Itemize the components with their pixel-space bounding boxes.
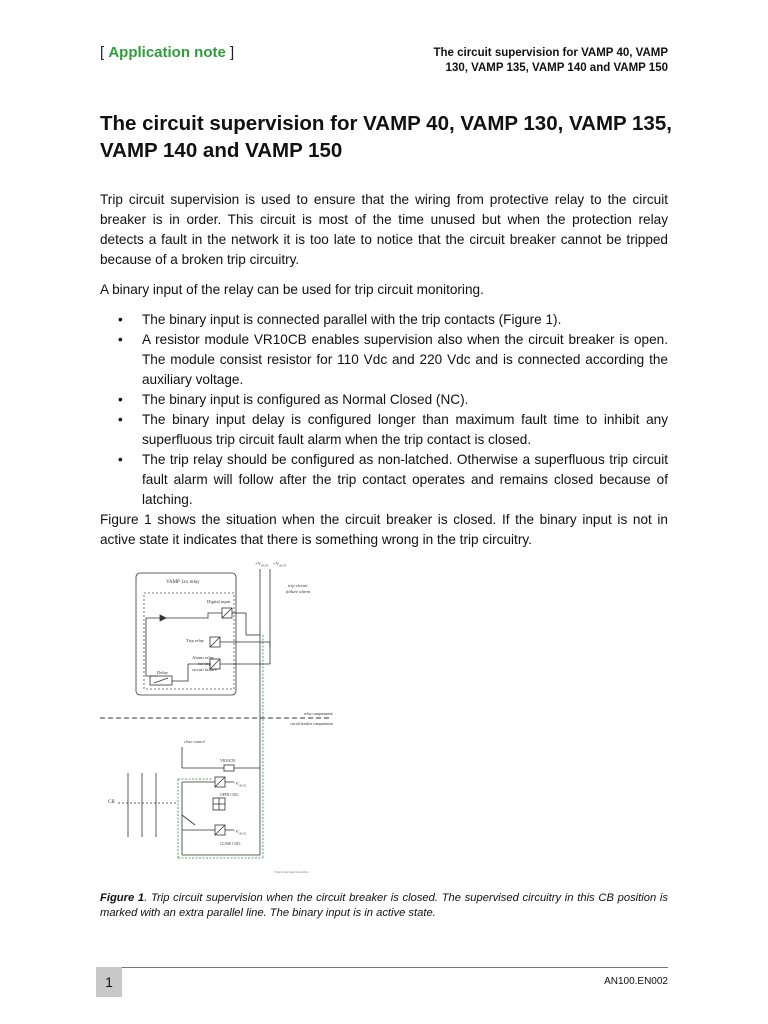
list-item-text: A resistor module VR10CB enables supervision also when the circuit breaker is open. The module consist resistor for 110 Vdc and 220 Vdc and is connected according the auxiliary voltage. [142,332,668,387]
vaux1-label: +V [255,561,261,566]
svg-text:+VAUX [273,561,287,568]
module-label: VR10CB [220,758,235,763]
application-note-label: Application note [108,44,226,61]
footer-divider [100,967,668,968]
paragraph: Figure 1 shows the situation when the circuit breaker is closed. If the binary input is not in active state it indicates that there is something wrong in the trip circuitry. [100,512,668,547]
alarm-relay-label: Alarm relay [192,655,215,660]
svg-text:+VAUX [255,561,269,568]
trip-alarm-label: trip circuit [288,583,308,588]
bullet-icon: • [118,452,123,467]
list-item [100,310,668,330]
digital-input-label: Digital input [207,599,231,604]
caption-text: . Trip circuit supervision when the circuit breaker is closed. The supervised circuitry in this CB position is marked with an extra parallel line. The binary input is in active state. [100,892,669,919]
vaux2-label: +V [273,561,279,566]
delay-label: Delay [157,670,168,675]
list-item [100,330,668,390]
bullet-icon: • [118,332,123,347]
svg-text:-VAUX [234,781,247,788]
list-item-text: The binary input delay is configured longer than maximum fault time to inhibit any superfluous trip circuit fault alarm when the trip contact is closed. [142,412,668,447]
close-control-label: close control [184,739,205,744]
neg-aux1-sub: AUX [238,783,247,788]
list-item [100,450,668,510]
resistor-module-symbol [224,765,234,771]
closing-coil-label: CLOSE COIL [220,842,241,846]
page-number: 1 [96,967,122,997]
paragraph: A binary input of the relay can be used for trip circuit monitoring. [100,282,484,297]
circuit-diagram [100,555,440,885]
neg-aux1-label: -V [234,781,239,786]
cb-label: CB [108,800,115,805]
neg-aux2-sub: AUX [238,831,247,836]
file-ref-label: TripCircuitSupervisionPos [274,870,309,874]
relay-box [136,573,236,695]
vaux1-sub: AUX [260,563,269,568]
page-title: The circuit supervision for VAMP 40, VAMP 130, VAMP 135, VAMP 140 and VAMP 150 [100,112,672,162]
caption-label: Figure 1 [100,892,145,904]
bracket-close: ] [230,44,235,61]
figure-caption [100,891,668,921]
list-item [100,410,668,450]
trip-relay-label: Trip relay [186,638,205,643]
alarm-relay-label: for trip [198,661,211,666]
paragraph: Trip circuit supervision is used to ensure that the wiring from protective relay to the circuit breaker is in order. This circuit is most of the time unused but when the protection relay detects a fault in the network it is too late to notice that the circuit breaker cannot be tripped because of a broken trip circuitry. [100,192,668,267]
trip-alarm-label: failure alarm [286,589,311,594]
opening-coil-label: OPEN COIL [220,793,239,797]
bullet-icon: • [118,312,123,327]
bracket-open: [ [100,44,105,61]
cb-compartment-label: circuit breaker compartment [290,722,334,726]
neg-aux2-label: -V [234,829,239,834]
list-item [100,390,668,410]
vaux2-sub: AUX [278,563,287,568]
relay-title: VAMP 1xx relay [166,580,200,585]
header-label [100,44,234,61]
bullet-icon: • [118,392,123,407]
body-text [100,190,668,550]
bullet-icon: • [118,412,123,427]
list-item-text: The trip relay should be configured as non-latched. Otherwise a superfluous trip circuit fault alarm will follow after the trip contact operates and remains closed because of latching. [142,452,668,507]
alarm-relay-label: circuit failure [192,667,217,672]
list-item-text: The binary input is configured as Normal Closed (NC). [142,392,469,407]
header-doc-title: The circuit supervision for VAMP 40, VAMP 130, VAMP 135, VAMP 140 and VAMP 150 [433,47,668,74]
svg-text:-VAUX [234,829,247,836]
bullet-list [100,310,668,510]
relay-compartment-label: relay compartment [304,712,333,716]
document-id: AN100.EN002 [604,976,668,987]
list-item-text: The binary input is connected parallel with the trip contacts (Figure 1). [142,312,562,327]
